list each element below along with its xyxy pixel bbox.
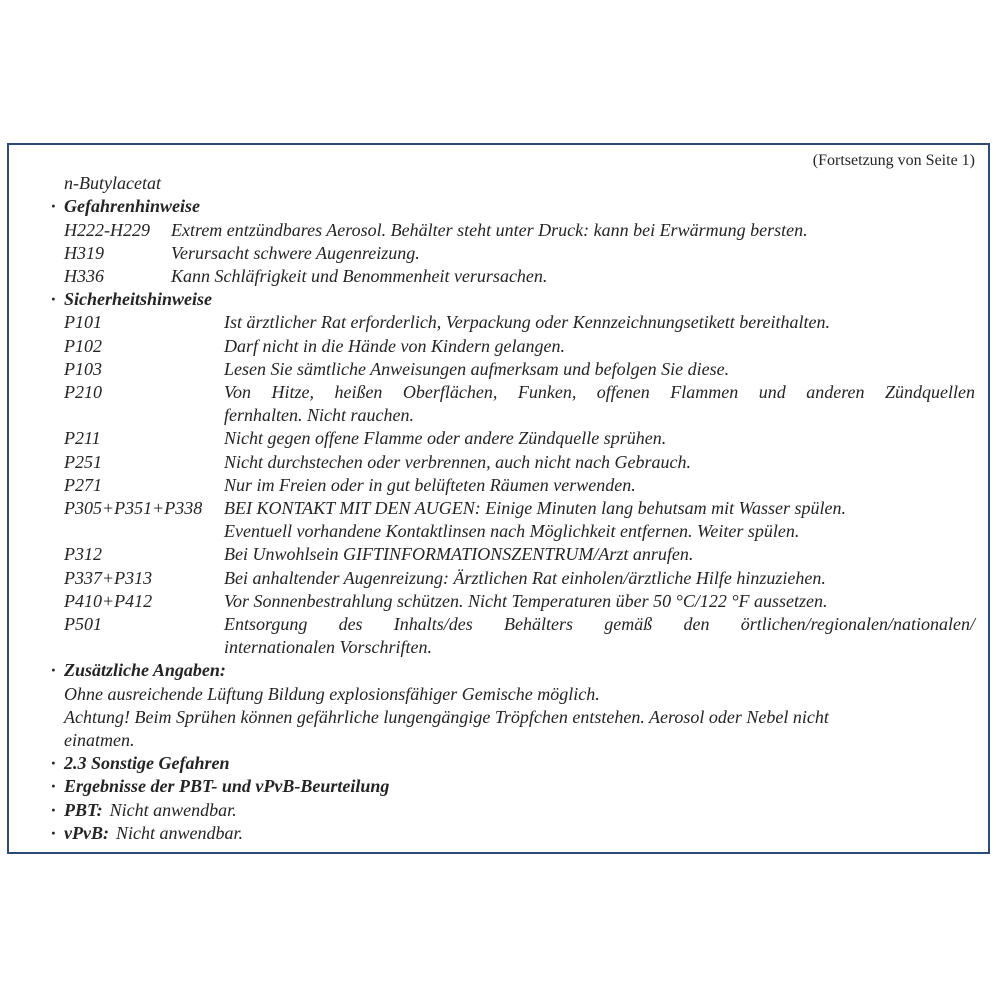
- statement-text-line: internationalen Vorschriften.: [224, 637, 432, 658]
- value-label: PBT:: [64, 799, 103, 820]
- statement-code: P102: [64, 335, 102, 356]
- statement-text-line: Vor Sonnenbestrahlung schützen. Nicht Temperaturen über 50 °C/122 °F aussetzen.: [224, 590, 828, 611]
- statement-text-line: Von Hitze, heißen Oberflächen, Funken, offenen Flammen und anderen Zündquellen: [224, 382, 975, 403]
- statement-code: H336: [64, 266, 104, 287]
- statement-code: P103: [64, 358, 102, 379]
- document-border-frame: [7, 143, 990, 854]
- statement-code: P501: [64, 614, 102, 635]
- p-statement-row: [64, 497, 975, 543]
- statement-text: [224, 613, 975, 659]
- bullet-dot: ·: [51, 799, 56, 820]
- statement-text-line: Kann Schläfrigkeit und Benommenheit verursachen.: [171, 266, 548, 287]
- p-statement-row: [64, 567, 975, 590]
- bullet-dot: ·: [51, 822, 56, 843]
- section-header-label: Sicherheitshinweise: [64, 289, 213, 310]
- bullet-dot: ·: [51, 289, 56, 310]
- bullet-dot: ·: [51, 196, 56, 217]
- statement-code: P251: [64, 451, 102, 472]
- statement-text-line: Verursacht schwere Augenreizung.: [171, 242, 420, 263]
- statement-code: P312: [64, 544, 102, 565]
- p-statement-row: [64, 613, 975, 659]
- section-header-label: Ergebnisse der PBT- und vPvB-Beurteilung: [64, 776, 390, 797]
- h-statement-row: [64, 219, 975, 242]
- statement-text-line: Nur im Freien oder in gut belüfteten Räumen verwenden.: [224, 474, 636, 495]
- bullet-dot: ·: [51, 753, 56, 774]
- statement-code: P210: [64, 382, 102, 403]
- section-header-label: 2.3 Sonstige Gefahren: [64, 753, 230, 774]
- section-header: [51, 775, 975, 798]
- statement-text: [224, 590, 975, 613]
- p-statement-row: [64, 543, 975, 566]
- p-statement-row: [64, 381, 975, 427]
- statement-text-line: Extrem entzündbares Aerosol. Behälter steht unter Druck: kann bei Erwärmung bersten.: [171, 219, 808, 240]
- p-statement-row: [64, 451, 975, 474]
- body-text-line: Achtung! Beim Sprühen können gefährliche lungengängige Tröpfchen entstehen. Aerosol oder Nebel nicht: [64, 706, 829, 727]
- statement-code: P271: [64, 474, 102, 495]
- statement-text-line: BEI KONTAKT MIT DEN AUGEN: Einige Minuten lang behutsam mit Wasser spülen.: [224, 498, 847, 519]
- section-header: [51, 288, 975, 311]
- value-label: vPvB:: [64, 822, 109, 843]
- statement-text: [224, 427, 975, 450]
- statement-code: P101: [64, 312, 102, 333]
- statement-text-line: Entsorgung des Inhalts/des Behälters gemäß den örtlichen/regionalen/nationalen/: [224, 614, 975, 635]
- body-text-line: Ohne ausreichende Lüftung Bildung explosionsfähiger Gemische möglich.: [64, 683, 600, 704]
- document-content: [9, 145, 988, 852]
- statement-text: [171, 265, 975, 288]
- bullet-dot: ·: [51, 776, 56, 797]
- statement-text-line: Bei Unwohlsein GIFTINFORMATIONSZENTRUM/Arzt anrufen.: [224, 544, 694, 565]
- substance-name: n-Butylacetat: [64, 173, 161, 194]
- statement-text-line: Bei anhaltender Augenreizung: Ärztlichen Rat einholen/ärztliche Hilfe hinzuziehen.: [224, 567, 826, 588]
- p-statement-row: [64, 427, 975, 450]
- section-header-label: Gefahrenhinweise: [64, 196, 201, 217]
- statement-text: [171, 219, 975, 242]
- value-text: Nicht anwendbar.: [115, 822, 243, 843]
- statement-text-line: Nicht durchstechen oder verbrennen, auch nicht nach Gebrauch.: [224, 451, 692, 472]
- statement-code: H222-H229: [64, 219, 150, 240]
- statement-text-line: Ist ärztlicher Rat erforderlich, Verpackung oder Kennzeichnungsetikett bereithalten.: [224, 312, 831, 333]
- labeled-value-line: [51, 822, 975, 845]
- statement-text-line: fernhalten. Nicht rauchen.: [224, 405, 414, 426]
- h-statement-row: [64, 242, 975, 265]
- statement-code: P305+P351+P338: [64, 498, 203, 519]
- statement-text-line: Lesen Sie sämtliche Anweisungen aufmerksam und befolgen Sie diese.: [224, 358, 730, 379]
- p-statement-row: [64, 474, 975, 497]
- statement-text-line: Eventuell vorhandene Kontaktlinsen nach Möglichkeit entfernen. Weiter spülen.: [224, 521, 800, 542]
- statement-text: [224, 451, 975, 474]
- section-header: [51, 752, 975, 775]
- statement-text: [224, 381, 975, 427]
- p-statement-row: [64, 311, 975, 334]
- continuation-note: (Fortsetzung von Seite 1): [812, 152, 975, 169]
- statement-text: [224, 474, 975, 497]
- statement-code: H319: [64, 242, 104, 263]
- statement-text: [224, 311, 975, 334]
- statement-text: [224, 358, 975, 381]
- h-statement-row: [64, 265, 975, 288]
- statement-text: [224, 567, 975, 590]
- section-header-label: Zusätzliche Angaben:: [64, 660, 226, 681]
- p-statement-row: [64, 335, 975, 358]
- statement-code: P410+P412: [64, 590, 153, 611]
- p-statement-row: [64, 358, 975, 381]
- statement-text: [224, 497, 975, 543]
- statement-text: [171, 242, 975, 265]
- statement-code: P337+P313: [64, 567, 153, 588]
- p-statement-row: [64, 590, 975, 613]
- bullet-dot: ·: [51, 660, 56, 681]
- statement-text-line: Nicht gegen offene Flamme oder andere Zündquelle sprühen.: [224, 428, 667, 449]
- statement-text: [224, 543, 975, 566]
- statement-code: P211: [64, 428, 101, 449]
- value-text: Nicht anwendbar.: [109, 799, 237, 820]
- section-header: [51, 195, 975, 218]
- body-text-line: einatmen.: [64, 730, 135, 751]
- section-header: [51, 659, 975, 682]
- labeled-value-line: [51, 799, 975, 822]
- statement-text-line: Darf nicht in die Hände von Kindern gelangen.: [224, 335, 565, 356]
- statement-text: [224, 335, 975, 358]
